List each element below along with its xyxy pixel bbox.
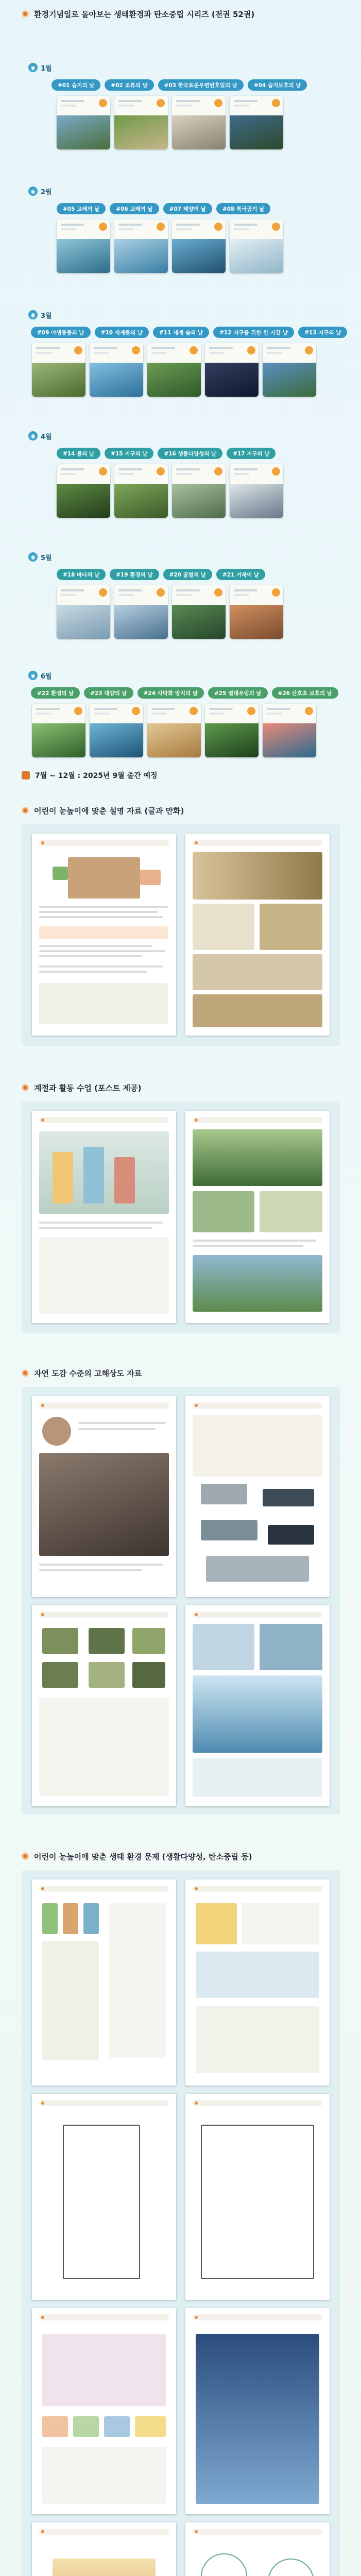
coloring-1-preview [32,2094,176,2300]
grade-2-cards [57,219,283,273]
calendar-icon: ◉ [28,310,38,319]
grade-3-cards [32,343,316,397]
book-cover-card[interactable] [114,464,168,518]
book-badge-icon [190,707,198,715]
section-4-preview-frame [22,1870,340,2576]
book-badge-icon [190,346,198,354]
book-chip[interactable]: #12 지구를 위한 한 시간 날 [213,327,294,338]
book-cover-card[interactable] [205,704,259,757]
book-cover-card[interactable] [172,464,226,518]
book-cover-card[interactable] [32,704,85,757]
book-chip[interactable]: #02 조류의 날 [105,79,153,91]
book-cover-card[interactable] [57,585,110,639]
activity-card-2-preview [185,2308,330,2514]
book-cover-card[interactable] [90,704,143,757]
animal-photo-page-preview [32,1396,176,1597]
book-cover-card[interactable] [147,343,201,397]
book-badge-icon [214,467,222,476]
grade-6-book-list [31,687,338,699]
book-badge-icon [214,223,222,231]
comic-page-preview [185,834,330,1036]
grade-4-cards [57,464,283,518]
grade-1-book-list [51,79,307,91]
book-badge-icon [157,467,165,476]
book-badge-icon [132,707,140,715]
grade-5-book-list [57,568,265,581]
book-badge-icon [74,346,82,354]
book-chip[interactable]: #24 사막화 방지의 날 [137,687,204,699]
coloring-2-preview [185,2094,330,2300]
poster-page-preview [185,1111,330,1323]
book-chip[interactable]: #25 열대우림의 날 [208,687,268,699]
bullet-dot-icon [22,807,29,814]
book-cover-card[interactable] [230,219,283,273]
book-badge-icon [157,223,165,231]
book-cover-card[interactable] [263,704,316,757]
book-cover-card[interactable] [114,96,168,149]
landscape-page-preview [185,1605,330,1806]
bullet-dot-icon [22,1853,29,1860]
calendar-icon: ◉ [28,431,38,440]
grade-1-cards [57,96,283,149]
section-1-preview-frame [22,824,340,1046]
book-cover-card[interactable] [114,219,168,273]
book-cover-card[interactable] [57,219,110,273]
book-badge-icon [99,467,107,476]
page-title: 환경기념일로 돌아보는 생태환경과 탄소중립 시리즈 (전권 52권) [34,9,255,19]
book-badge-icon [74,707,82,715]
book-chip[interactable]: #06 고래의 날 [110,203,159,214]
grade-3-book-list [31,326,347,338]
explanation-page-preview [32,834,176,1036]
book-chip[interactable]: #17 지구의 날 [227,448,276,459]
book-badge-icon [157,99,165,107]
book-chip[interactable]: #10 세계물의 날 [95,327,149,338]
book-chip[interactable]: #01 습지의 날 [51,79,100,91]
book-cover-card[interactable] [230,96,283,149]
book-cover-card[interactable] [57,96,110,149]
book-badge-icon [272,467,280,476]
worksheet-2-preview [185,1879,330,2086]
book-cover-card[interactable] [263,343,316,397]
book-cover-card[interactable] [205,343,259,397]
book-badge-icon [99,588,107,597]
book-chip[interactable]: #05 고래의 날 [57,203,106,214]
book-cover-card[interactable] [90,343,143,397]
book-chip[interactable]: #18 바다의 날 [57,569,106,580]
book-chip[interactable]: #03 한국표준우편번호일의 날 [158,79,244,91]
grade-4-book-list [57,447,276,460]
book-badge-icon [214,99,222,107]
book-chip[interactable]: #07 해양의 날 [163,203,212,214]
book-badge-icon [247,707,255,715]
activity-card-1-preview [32,2308,176,2514]
book-chip[interactable]: #21 거북이 날 [216,569,265,580]
book-chip[interactable]: #15 지구의 날 [105,448,153,459]
book-cover-card[interactable] [57,464,110,518]
book-badge-icon [272,223,280,231]
book-badge-icon [214,588,222,597]
book-chip[interactable]: #23 대양의 날 [84,687,133,699]
book-chip[interactable]: #13 지구의 날 [298,327,347,338]
book-chip[interactable]: #11 세계 숲의 날 [153,327,209,338]
calendar-icon: ◉ [28,187,38,196]
book-badge-icon [132,346,140,354]
book-badge-icon [99,223,107,231]
section-1-title: 어린이 눈높이에 맞춘 설명 자료 (글과 만화) [22,804,341,817]
release-date-banner [22,769,158,782]
bullet-dot-icon [22,1369,29,1377]
turtle-page-preview [32,1605,176,1806]
book-cover-card[interactable] [230,585,283,639]
book-chip[interactable]: #22 환경의 날 [31,687,80,699]
calendar-icon: ◉ [28,552,38,562]
book-chip[interactable]: #20 꿀벌의 날 [163,569,212,580]
book-cover-card[interactable] [32,343,85,397]
book-cover-card[interactable] [172,585,226,639]
book-badge-icon [247,346,255,354]
book-chip[interactable]: #16 생물다양성의 날 [158,448,222,459]
book-badge-icon [272,99,280,107]
book-cover-card[interactable] [114,585,168,639]
release-date-text: 7월 ~ 12월 : 2025년 9월 출간 예정 [35,772,158,780]
food-chain-preview [32,2522,176,2576]
book-badge-icon [157,588,165,597]
grade-1-label: ◉ 1월 [28,62,52,73]
book-cover-card[interactable] [172,219,226,273]
grade-3-label: ◉ 3월 [28,309,52,320]
book-cover-card[interactable] [172,96,226,149]
calendar-icon: ◉ [28,63,38,72]
book-badge-icon [305,346,313,354]
bullet-dot-icon [22,1084,29,1091]
section-2-title: 계절과 활동 수업 (포스트 제공) [22,1081,341,1094]
grade-6-cards [32,704,316,757]
activity-page-preview [32,1111,176,1323]
book-cover-card[interactable] [147,704,201,757]
book-chip[interactable]: #14 물의 날 [57,448,100,459]
grade-2-label: ◉ 2월 [28,185,52,197]
book-chip[interactable]: #09 야생동물의 날 [31,327,91,338]
species-table-page-preview [185,1396,330,1597]
book-chip[interactable]: #08 북극곰의 날 [216,203,270,214]
section-3-preview-frame [22,1387,340,1815]
book-chip[interactable]: #19 환경의 날 [110,569,159,580]
book-badge-icon [305,707,313,715]
book-badge-icon [272,588,280,597]
worksheet-1-preview [32,1879,176,2086]
book-chip[interactable]: #26 산호초 보호의 날 [272,687,338,699]
grade-6-label: ◉ 6월 [28,670,52,681]
grade-4-label: ◉ 4월 [28,430,52,442]
diagram-preview [185,2522,330,2576]
book-badge-icon [99,99,107,107]
section-2-preview-frame [22,1101,340,1333]
grade-5-label: ◉ 5월 [28,551,52,563]
section-3-title: 자연 도감 수준의 고해상도 자료 [22,1366,341,1380]
bullet-dot-icon [22,10,29,18]
grade-2-book-list [57,202,270,215]
grade-5-cards [57,585,283,639]
calendar-icon [22,771,30,779]
section-4-title: 어린이 눈높이에 맞춘 생태 환경 문제 (생활다양성, 탄소중립 등) [22,1850,341,1863]
book-cover-card[interactable] [230,464,283,518]
header [22,7,341,21]
book-chip[interactable]: #04 습지보호의 날 [248,79,307,91]
calendar-icon: ◉ [28,671,38,680]
